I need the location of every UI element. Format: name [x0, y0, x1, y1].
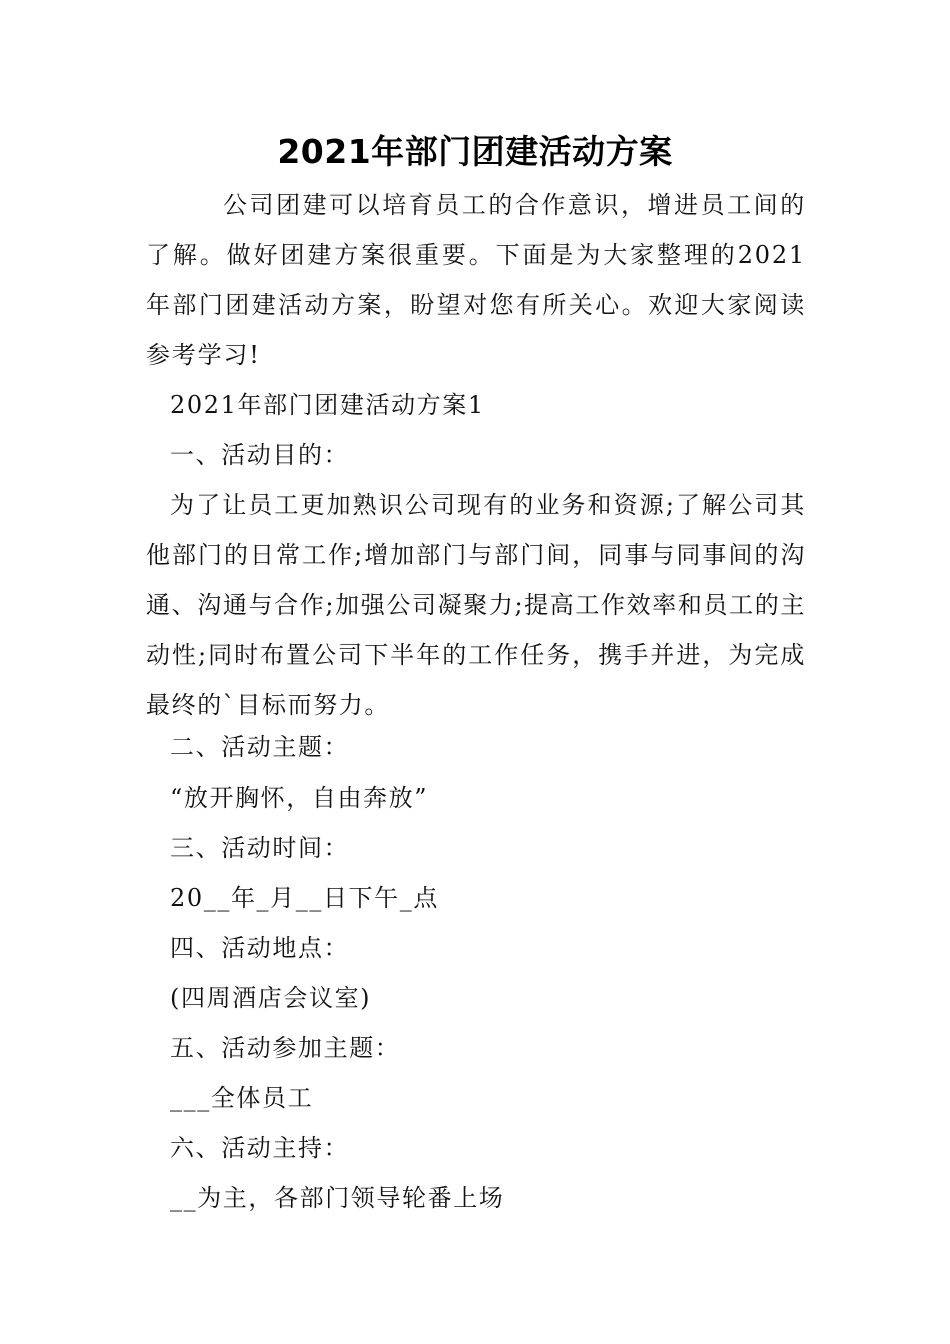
place-text: (四周酒店会议室): [170, 984, 372, 1012]
theme-heading: 二、活动主题：: [170, 733, 350, 761]
purpose-paragraph: 为了让员工更加熟识公司现有的业务和资源;了解公司其他部门的日常工作;增加部门与部门间，同事与同事间的沟通、沟通与合作;加强公司凝聚力;提高工作效率和员工的主动性;同时布置公司下半年的工作任务，携手并进，为完成最终的`目标而努力。: [146, 491, 806, 719]
time-heading: 三、活动时间：: [170, 834, 350, 862]
intro-paragraph: 公司团建可以培育员工的合作意识，增进员工间的了解。做好团建方案很重要。下面是为大家整理的2021年部门团建活动方案，盼望对您有所关心。欢迎大家阅读参考学习!: [146, 191, 806, 369]
participants-text: ___全体员工: [170, 1084, 314, 1112]
host-text: __为主，各部门领导轮番上场: [170, 1184, 505, 1212]
document-title: 2021年部门团建活动方案: [277, 132, 673, 171]
time-text: 20__年_月__日下午_点: [170, 884, 439, 912]
purpose-heading: 一、活动目的：: [170, 441, 350, 469]
section-heading: 2021年部门团建活动方案1: [170, 391, 485, 419]
participants-heading: 五、活动参加主题：: [170, 1034, 401, 1062]
place-heading: 四、活动地点：: [170, 934, 350, 962]
host-heading: 六、活动主持：: [170, 1134, 350, 1162]
theme-text: “放开胸怀，自由奔放”: [170, 784, 429, 812]
